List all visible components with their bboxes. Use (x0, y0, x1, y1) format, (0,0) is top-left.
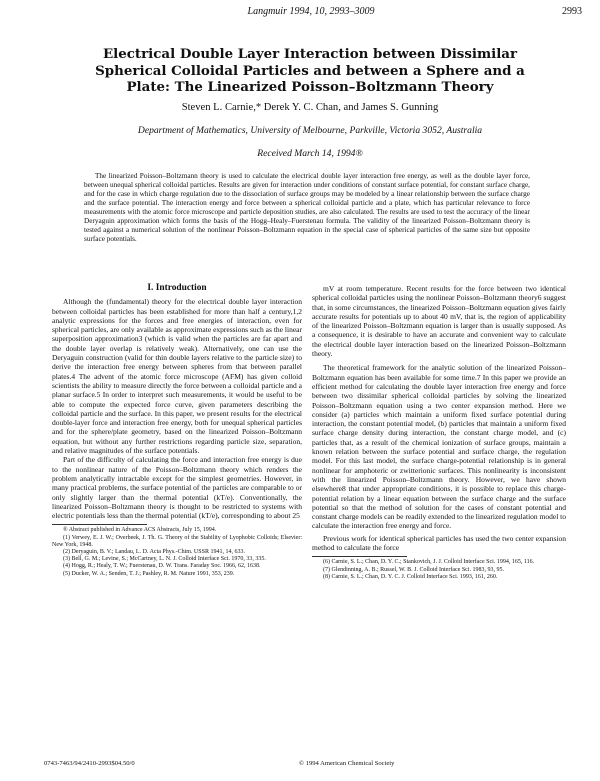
right-column (312, 284, 566, 581)
section-heading: I. Introduction (147, 283, 207, 293)
footnote: (4) Hogg, R.; Healy, T. W.; Fuerstenau, D. W. Trans. Faraday Soc. 1966, 62, 1638. (63, 563, 261, 570)
body-paragraph: Part of the difficulty of calculating the force and interaction free energy is due to the nonlinear nature of the Poisson–Boltzmann theory which renders the problem analytically intractable except for the simplest geometries. However, in many practical problems, the surface potential of the particles are comparable to or only slightly larger than the thermal potential (kT/e). Conventionally, the linearized Poisson–Boltzmann theory is thought to be restricted to systems with electric potentials less than the thermal potential (kT/e), corresponding to about 25 (52, 455, 302, 521)
body-paragraph: Previous work for identical spherical particles has used the two center expansion method to calculate the force (312, 533, 566, 553)
copyright-notice: © 1994 American Chemical Society (299, 760, 395, 767)
paper-title: Electrical Double Layer Interaction between Dissimilar Spherical Colloidal Particles and between a Sphere and a Plate: The Linearized Poisson–Boltzmann Theory (95, 46, 525, 96)
footnote: (3) Bell, G. M.; Levine, S.; McCartney, L. N. J. Colloid Interface Sci. 1970, 33, 335. (63, 556, 266, 563)
footnote: (6) Carnie, S. L.; Chan, D. Y. C.; Stankovich, J. J. Colloid Interface Sci. 1994, 165, 116. (323, 559, 535, 566)
running-header (40, 6, 582, 20)
body-paragraph: The theoretical framework for the analytic solution of the linearized Poisson–Boltzmann equation has been available for some time.7 In this paper we provide an efficient method for calculating the double layer interaction free energy and force between two dissimilar spherical colloidal particles by solving the linearized Poisson–Boltzmann equation using a two center expansion method. Here we consider (a) particles which maintain a uniform fixed surface potential during interaction, the constant potential model, (b) particles that maintain a uniform fixed surface charge density during interaction, the constant charge model, and (c) particles that, as a result of the chemical ionization of surface groups, maintain a known relation between the surface potential and surface charge, the regulation model. For this last model, the surface charge-potential relationship is in general nonlinear for amphoteric or zwitterionic surfaces. This nonlinearity is inconsistent with the linearized Poisson–Boltzmann theory. However, we have shown elsewhere8 that under appropriate conditions, it is possible to replace this charge-potential relation by a linear equation between the surface charge and the surface potential so that the method of solution for the cases of constant potential and constant charge models can be readily extended to the linearized regulation model to calculate the interaction free energy and force. (312, 363, 566, 531)
footnote: (1) Verwey, E. J. W.; Overbeek, J. Th. G. Theory of the Stability of Lyophobic Colloids; Elsevier: New York, 1948. (52, 534, 302, 548)
footnote: (5) Ducker, W. A.; Senden, T. J.; Pashley, R. M. Nature 1991, 353, 239. (63, 570, 235, 577)
page-footer (44, 760, 568, 770)
body-paragraph: Although the (fundamental) theory for the electrical double layer interaction between colloidal particles has been established for more than half a century,1,2 analytic expressions for the forces and free energies of interaction, even for spherical particles, are only available as approximate expressions such as the linear superposition approximation3 (which is valid when the particles are far apart and the double layer overlap is relatively weak). Alternatively, one can use the Deryaguin construction (valid for thin double layers relative to the particle size) to derive the interaction free energy between spheres from that between parallel plates.4 The advent of the atomic force microscope (AFM) has given colloid scientists the ability to measure directly the force between a colloidal particle and a planar surface.5 In order to interpret such measurements, it would be useful to be able to compute the expected force curve, given parameters describing the colloidal particle and the surface. In this paper, we present results for the electrical double-layer force and interaction free energy, both for unequal spherical particles and for the sphere/plate geometry, based on the linearized Poisson–Boltzmann equation, but without any further restrictions regarding particle size, separation, and relative magnitudes of the surface potentials. (52, 297, 302, 456)
footnote-rule (52, 524, 147, 525)
affiliation: Department of Mathematics, University of Melbourne, Parkville, Victoria 3052, Australia (137, 125, 483, 136)
left-column (52, 284, 302, 578)
footnote: (8) Carnie, S. L.; Chan, D. Y. C. J. Colloid Interface Sci. 1993, 161, 260. (323, 573, 498, 580)
received-date: Received March 14, 1994® (257, 148, 363, 159)
journal-citation: Langmuir 1994, 10, 2993–3009 (247, 6, 375, 17)
footnote: (7) Glendinning, A. B.; Russel, W. B. J. Colloid Interface Sci. 1983, 93, 95. (323, 566, 504, 573)
author-list: Steven L. Carnie,* Derek Y. C. Chan, and James S. Gunning (181, 102, 439, 113)
footnote: ® Abstract published in Advance ACS Abstracts, July 15, 1994. (63, 527, 217, 534)
footnote-rule (312, 556, 407, 557)
abstract: The linearized Poisson–Boltzmann theory is used to calculate the electrical double layer interaction free energy, as well as the double layer force, between unequal spherical colloidal particles. Results are given for interaction under conditions of constant surface potential, for constant surface charge, and for the case in which charge regulation due to the dissociation of surface groups may be modeled by a linear relationship between the surface charge and the surface potential. The interaction energy and force between a spherical colloidal particle and a plate, which has particular relevance to force measurements with the atomic force microscope and particle deposition studies, are also calculated. The results are used to test the accuracy of the linear Deryaguin approximation which forms the basis of the Hogg–Healy–Fuerstenau formula. The validity of the linearized Poisson–Boltzmann theory is tested against a numerical solution of the nonlinear Poisson–Boltzmann equation in the special case of spherical particles of the same size but opposite surface potentials. (84, 172, 530, 244)
article-code: 0743-7463/94/2410-2993$04.50/0 (44, 760, 135, 767)
body-paragraph: mV at room temperature. Recent results for the force between two identical spherical colloidal particles using the nonlinear Poisson–Boltzmann theory6 suggest that, in some circumstances, the linearized Poisson–Boltzmann equation gives fairly accurate results for potentials up to about 40 mV, that is, the region of applicability of the linearized Poisson–Boltzmann equation is larger than is usually supposed. As a consequence, it is desirable to have an accurate and convenient way to calculate the electrical double layer interaction based on the linearized Poisson–Boltzmann theory. (312, 284, 566, 359)
page-number: 2993 (562, 6, 582, 17)
footnote: (2) Deryaguin, B. V.; Landau, L. D. Acta Phys.-Chim. USSR 1941, 14, 633. (63, 549, 245, 556)
